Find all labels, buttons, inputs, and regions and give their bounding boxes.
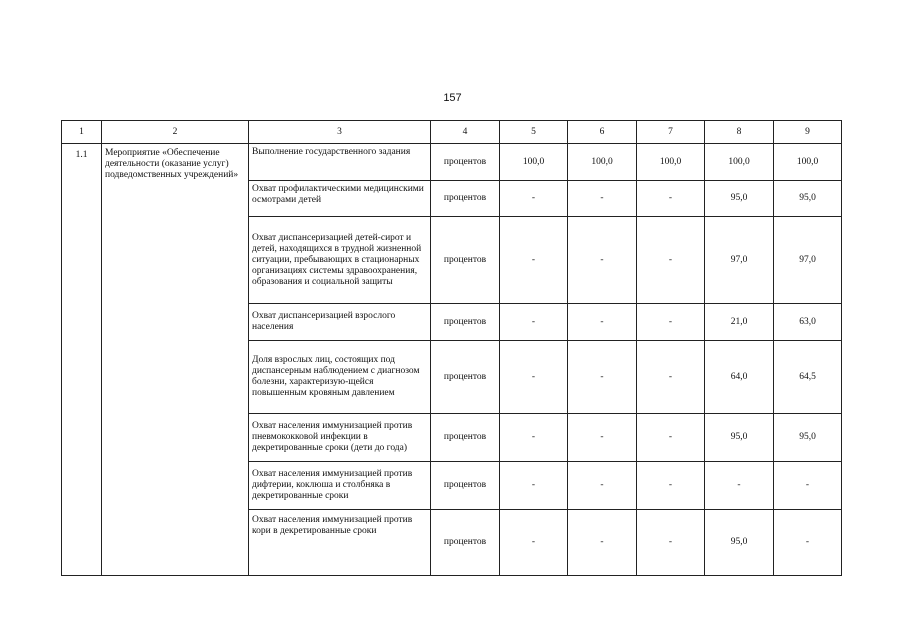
value-cell: -: [500, 462, 568, 510]
unit-cell: процентов: [431, 304, 500, 341]
header-row: [62, 121, 842, 144]
header-cell: 3: [249, 121, 431, 144]
header-cell: 9: [774, 121, 842, 144]
indicator-name: Охват населения иммунизацией против пневмококковой инфекции в декретированные сроки (дети до года): [249, 414, 431, 462]
value-cell: -: [500, 341, 568, 414]
value-cell: 100,0: [568, 144, 637, 181]
header-cell: 8: [705, 121, 774, 144]
page-number: 157: [443, 92, 462, 104]
unit-cell: процентов: [431, 217, 500, 304]
table-row: [62, 144, 842, 181]
indicators-table: [61, 120, 842, 576]
value-cell: -: [705, 462, 774, 510]
section-number: 1.1: [62, 144, 102, 576]
value-cell: -: [774, 510, 842, 576]
indicator-name: Охват населения иммунизацией против дифтерии, коклюша и столбняка в декретированные сроки: [249, 462, 431, 510]
unit-cell: процентов: [431, 181, 500, 217]
value-cell: 95,0: [774, 181, 842, 217]
value-cell: 63,0: [774, 304, 842, 341]
value-cell: -: [637, 341, 705, 414]
value-cell: 95,0: [774, 414, 842, 462]
value-cell: 100,0: [500, 144, 568, 181]
unit-cell: процентов: [431, 414, 500, 462]
value-cell: -: [637, 414, 705, 462]
value-cell: -: [500, 510, 568, 576]
value-cell: -: [774, 462, 842, 510]
value-cell: -: [500, 304, 568, 341]
value-cell: -: [500, 414, 568, 462]
value-cell: -: [568, 181, 637, 217]
value-cell: -: [500, 181, 568, 217]
value-cell: 21,0: [705, 304, 774, 341]
indicator-name: Охват профилактическими медицинскими осмотрами детей: [249, 181, 431, 217]
header-cell: 4: [431, 121, 500, 144]
indicator-name: Охват диспансеризацией детей-сирот и детей, находящихся в трудной жизненной ситуации, пребывающих в стационарных организациях системы здравоохранения, образования и социальной защиты: [249, 217, 431, 304]
value-cell: -: [637, 217, 705, 304]
value-cell: -: [568, 217, 637, 304]
value-cell: 64,0: [705, 341, 774, 414]
header-cell: 5: [500, 121, 568, 144]
value-cell: 64,5: [774, 341, 842, 414]
value-cell: -: [637, 462, 705, 510]
value-cell: 97,0: [705, 217, 774, 304]
value-cell: -: [568, 462, 637, 510]
value-cell: 95,0: [705, 181, 774, 217]
value-cell: -: [568, 304, 637, 341]
unit-cell: процентов: [431, 510, 500, 576]
value-cell: -: [500, 217, 568, 304]
header-cell: 7: [637, 121, 705, 144]
value-cell: 100,0: [637, 144, 705, 181]
indicator-name: Доля взрослых лиц, состоящих под диспансерным наблюдением с диагнозом болезни, характеризую-щейся повышенным кровяным давлением: [249, 341, 431, 414]
value-cell: 95,0: [705, 510, 774, 576]
unit-cell: процентов: [431, 341, 500, 414]
indicator-name: Охват населения иммунизацией против кори в декретированные сроки: [249, 510, 431, 576]
value-cell: -: [637, 510, 705, 576]
unit-cell: процентов: [431, 462, 500, 510]
value-cell: -: [568, 414, 637, 462]
value-cell: -: [637, 181, 705, 217]
indicator-name: Выполнение государственного задания: [249, 144, 431, 181]
value-cell: 95,0: [705, 414, 774, 462]
value-cell: -: [568, 341, 637, 414]
unit-cell: процентов: [431, 144, 500, 181]
value-cell: -: [568, 510, 637, 576]
header-cell: 6: [568, 121, 637, 144]
value-cell: 100,0: [705, 144, 774, 181]
header-cell: 1: [62, 121, 102, 144]
event-name: Мероприятие «Обеспечение деятельности (оказание услуг) подведомственных учреждений»: [102, 144, 249, 576]
value-cell: 100,0: [774, 144, 842, 181]
value-cell: -: [637, 304, 705, 341]
indicator-name: Охват диспансеризацией взрослого населения: [249, 304, 431, 341]
header-cell: 2: [102, 121, 249, 144]
value-cell: 97,0: [774, 217, 842, 304]
